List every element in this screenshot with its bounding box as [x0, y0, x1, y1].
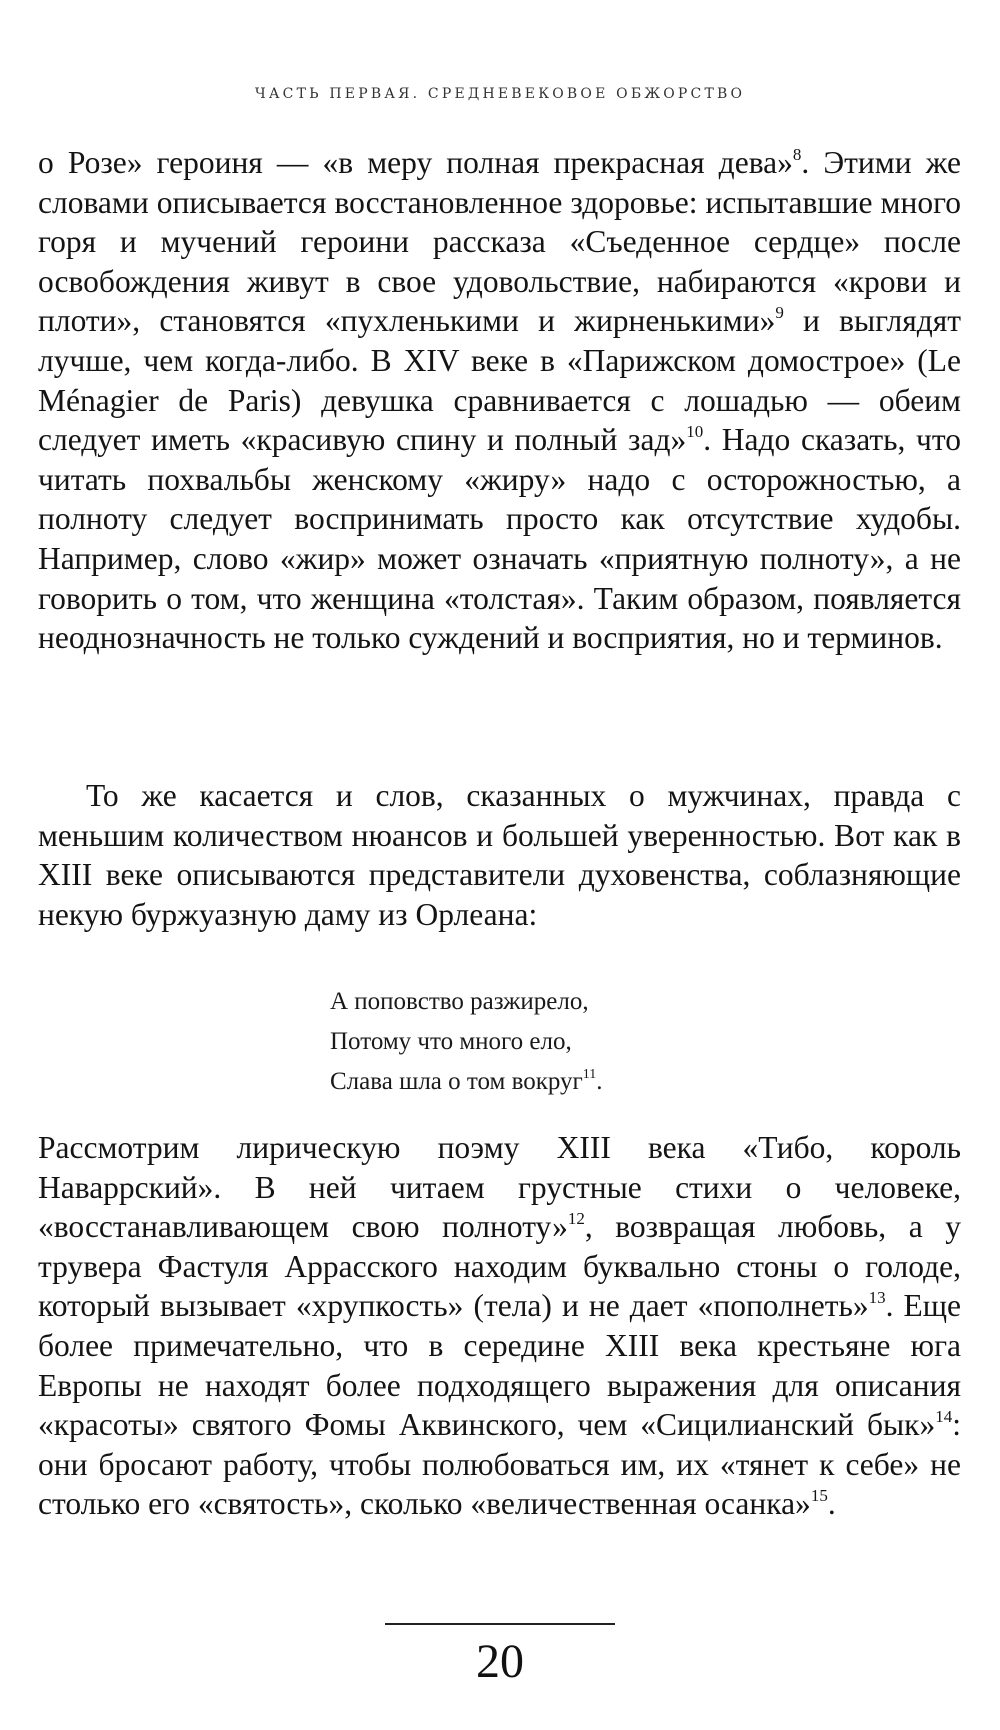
footnote-ref-12[interactable]: 12: [567, 1209, 585, 1229]
paragraph-3-text-5: .: [827, 1486, 836, 1522]
footnote-ref-8[interactable]: 8: [792, 145, 802, 164]
paragraph-2: [38, 776, 961, 934]
verse-quote: [330, 982, 603, 1102]
footnote-ref-9[interactable]: 9: [775, 303, 784, 323]
footnote-ref-13[interactable]: 13: [868, 1288, 886, 1308]
paragraph-1-text-3: и выглядят лучше, чем когда-либо. В XIV веке в «Парижском домострое» (Le Ménagier de Paris) девушка сравнивается с лошадью — обеим следует иметь «красивую спину и полный зад»: [38, 303, 961, 458]
page-number-rule: [385, 1623, 615, 1625]
paragraph-3-text-2: , возвращая любовь, а у трувера Фастуля Аррасского находим буквально стоны о голоде, который вызывает «хрупкость» (тела) и не дает «пополнеть»: [38, 1209, 961, 1324]
paragraph-3: [38, 1128, 961, 1524]
paragraph-1-text-2: . Этими же словами описывается восстановленное здоровье: испытавшие много горя и мучений героини рассказа «Съеденное сердце» после освобождения живут в свое удовольствие, набираются «крови и плоти», становятся «пухленькими и жирненькими»: [38, 145, 962, 339]
footnote-ref-15[interactable]: 15: [810, 1486, 828, 1506]
page-number: 20: [476, 1635, 524, 1688]
paragraph-3-text-4: : они бросают работу, чтобы полюбоваться им, их «тянет к себе» не столько его «святость», сколько «величественная осанка»: [38, 1407, 961, 1522]
paragraph-1-text-1: о Розе» героиня — «в меру полная прекрасная дева»: [38, 145, 793, 180]
paragraph-3-text-3: . Еще более примечательно, что в середине XIII века крестьяне юга Европы не находят более подходящего выражения для описания «красоты» святого Фомы Аквинского, чем «Сицилианский бык»: [38, 1288, 961, 1443]
paragraph-1-text-4: . Надо сказать, что читать похвальбы женскому «жиру» надо с осторожностью, а полноту следует воспринимать просто как отсутствие худобы. Например, слово «жир» может означать «приятную полноту», а не говорить о том, что женщина «толстая». Таким образом, появляется неоднозначность не только суждений и восприятия, но и терминов.: [38, 422, 961, 656]
verse-line-3-end: .: [596, 1068, 603, 1095]
footnote-ref-14[interactable]: 14: [935, 1407, 953, 1427]
paragraph-3-text-1: Рассмотрим лирическую поэму XIII века «Тибо, король Наваррский». В ней читаем грустные стихи о человеке, «восстанавливающем свою полноту»: [38, 1130, 961, 1245]
verse-line-3: [330, 1062, 603, 1102]
verse-line-2: Потому что много ело,: [330, 1028, 572, 1055]
paragraph-1: [38, 143, 961, 658]
running-head: ЧАСТЬ ПЕРВАЯ. СРЕДНЕВЕКОВОЕ ОБЖОРСТВО: [254, 86, 746, 102]
paragraph-2-text: То же касается и слов, сказанных о мужчинах, правда с меньшим количеством нюансов и большей уверенностью. Вот как в XIII веке описываются представители духовенства, соблазняющие некую буржуазную даму из Орлеана:: [38, 778, 961, 932]
verse-line-3-text: Слава шла о том вокруг: [330, 1068, 583, 1095]
footnote-ref-10[interactable]: 10: [686, 422, 704, 442]
verse-line-1: А поповство разжирело,: [330, 988, 589, 1015]
footnote-ref-11[interactable]: 11: [582, 1067, 597, 1082]
